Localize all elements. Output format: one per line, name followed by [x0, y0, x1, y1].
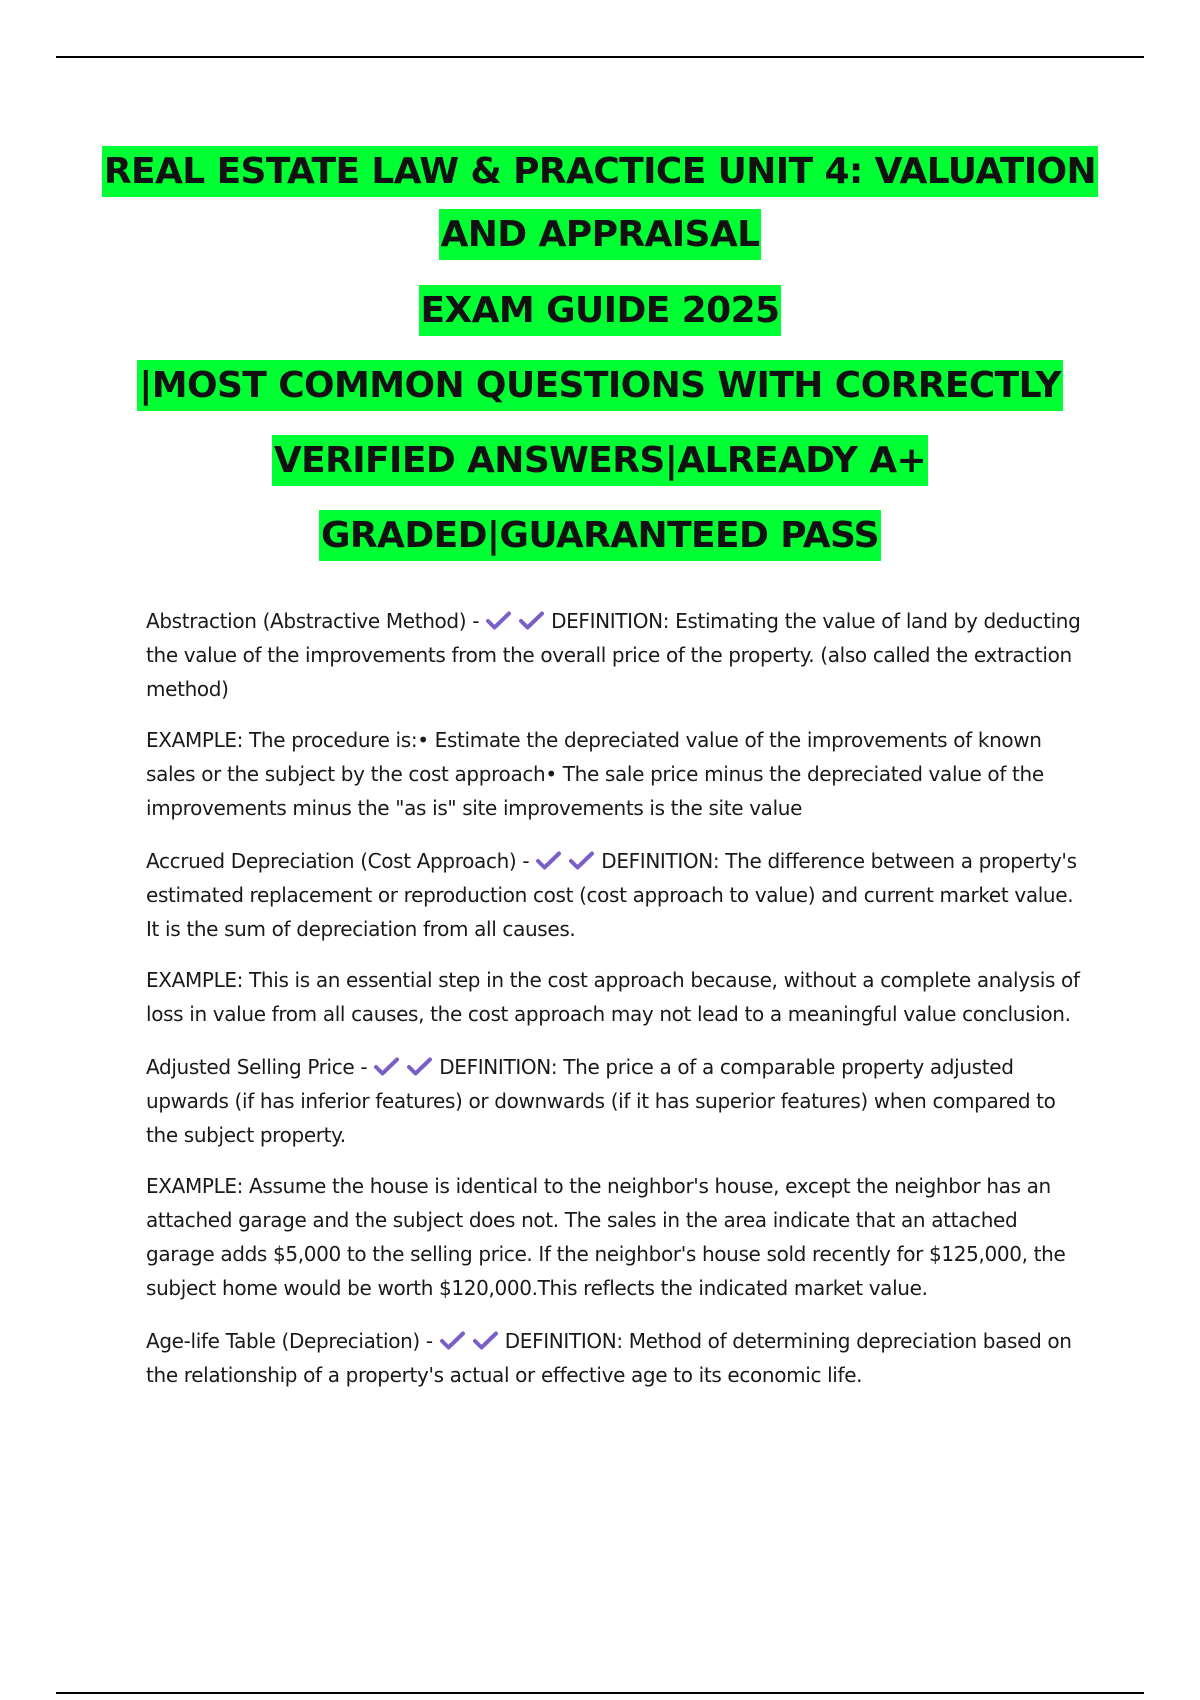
entry-example: EXAMPLE: This is an essential step in the cost approach because, without a complete analysis of loss in value from all causes, the cost approach may not lead to a meaningful value conclusion.: [146, 968, 1080, 1026]
title-text-6: GRADED|GUARANTEED PASS: [319, 510, 881, 561]
check-mark-icon: [373, 1057, 400, 1077]
entry-term: Accrued Depreciation (Cost Approach) -: [146, 849, 536, 873]
title-text-4: |MOST COMMON QUESTIONS WITH CORRECTLY: [137, 360, 1063, 411]
check-mark-icon: [518, 611, 545, 631]
entry-term: Age-life Table (Depreciation) -: [146, 1329, 439, 1353]
entry-term: Abstraction (Abstractive Method) -: [146, 609, 486, 633]
check-mark-icon: [439, 1331, 466, 1351]
title-text-2: AND APPRAISAL: [439, 209, 762, 260]
title-text-3: EXAM GUIDE 2025: [419, 285, 782, 336]
entry-definition-text: DEFINITION: Method of determining depreciation based on the relationship of a property's actual or effective age to its economic life.: [146, 1329, 1072, 1387]
entry-definition-text: DEFINITION: The difference between a property's estimated replacement or reproduction cost (cost approach to value) and current market value. It is the sum of depreciation from all causes.: [146, 849, 1077, 941]
check-mark-icon: [535, 851, 562, 871]
check-mark-icon: [406, 1057, 433, 1077]
title-line-1: [60, 146, 1140, 197]
top-rule: [56, 56, 1144, 58]
entry-definition-text: DEFINITION: Estimating the value of land by deducting the value of the improvements from the overall price of the property. (also called the extraction method): [146, 609, 1081, 701]
check-mark-icon: [568, 851, 595, 871]
entry-definition: [146, 844, 1090, 946]
check-mark-icon: [472, 1331, 499, 1351]
title-text-1: REAL ESTATE LAW & PRACTICE UNIT 4: VALUATION: [102, 146, 1098, 197]
title-line-5: [60, 435, 1140, 486]
document-title: [60, 146, 1140, 561]
entry-definition: [146, 604, 1090, 706]
title-line-4: [60, 360, 1140, 411]
title-line-3: [60, 285, 1140, 336]
entry-example: EXAMPLE: The procedure is:• Estimate the depreciated value of the improvements of known sales or the subject by the cost approach• The sale price minus the depreciated value of the improvements minus the "as is" site improvements is the site value: [146, 728, 1044, 820]
title-line-2: [60, 209, 1140, 260]
entry-term: Adjusted Selling Price -: [146, 1055, 374, 1079]
flashcard-list: [146, 604, 1090, 1409]
title-line-6: [60, 510, 1140, 561]
check-mark-icon: [485, 611, 512, 631]
title-text-5: VERIFIED ANSWERS|ALREADY A+: [272, 435, 928, 486]
entry-definition: [146, 1324, 1090, 1392]
entry-definition: [146, 1050, 1090, 1152]
entry-example: EXAMPLE: Assume the house is identical to the neighbor's house, except the neighbor has an attached garage and the subject does not. The sales in the area indicate that an attached garage adds $5,000 to the selling price. If the neighbor's house sold recently for $125,000, the subject home would be worth $120,000.This reflects the indicated market value.: [146, 1174, 1066, 1300]
bottom-rule: [56, 1692, 1144, 1694]
entry-definition-text: DEFINITION: The price a of a comparable property adjusted upwards (if has inferior features) or downwards (if it has superior features) when compared to the subject property.: [146, 1055, 1056, 1147]
